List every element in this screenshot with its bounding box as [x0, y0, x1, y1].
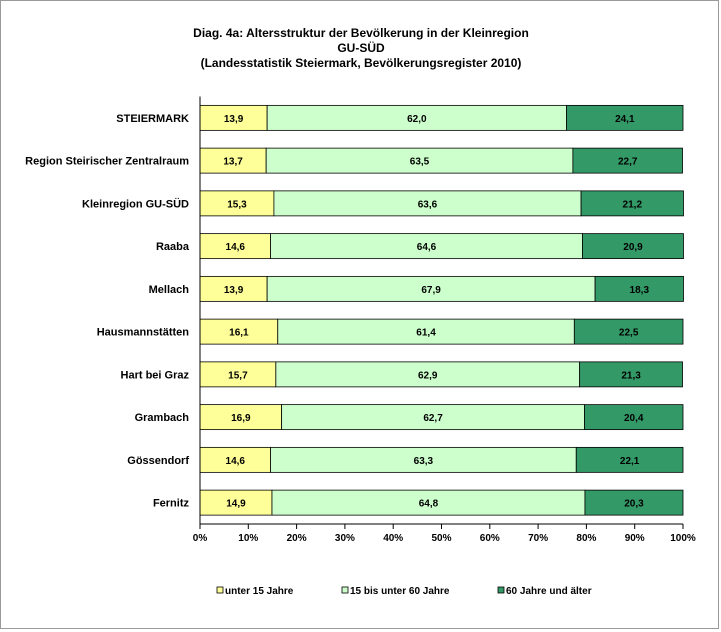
data-label-raaba-60-jahre-und-aelter: 20,9 — [623, 242, 643, 254]
data-label-kleinregion-gu-sued-60-jahre-und-aelter: 21,2 — [622, 199, 643, 211]
data-label-steiermark-unter-15-jahre: 13,9 — [223, 113, 244, 125]
x-tick-label-6: 60% — [479, 533, 500, 544]
data-label-kleinregion-gu-sued-15-bis-unter-60-jahre: 63,6 — [417, 199, 438, 211]
legend — [217, 586, 592, 597]
data-label-mellach-unter-15-jahre: 13,9 — [223, 284, 244, 296]
category-label-goessendorf: Gössendorf — [127, 454, 189, 467]
legend-swatch-60-jahre-und-aelter — [498, 587, 504, 593]
legend-label-60-jahre-und-aelter: 60 Jahre und älter — [506, 586, 592, 597]
data-label-region-steirischer-zentralraum-60-jahre-und-aelter: 22,7 — [617, 156, 638, 168]
data-label-hart-bei-graz-15-bis-unter-60-jahre: 62,9 — [418, 370, 438, 382]
x-tick-label-5: 50% — [431, 533, 452, 544]
plot-area — [25, 105, 683, 515]
chart-title — [193, 26, 529, 70]
category-label-grambach: Grambach — [134, 412, 189, 425]
chart — [1, 1, 721, 632]
x-tick-label-0: 0% — [192, 533, 208, 544]
data-label-hart-bei-graz-60-jahre-und-aelter: 21,3 — [621, 370, 641, 382]
data-label-grambach-unter-15-jahre: 16,9 — [231, 413, 251, 425]
data-label-hausmannstaetten-60-jahre-und-aelter: 22,5 — [618, 327, 639, 339]
category-label-hart-bei-graz: Hart bei Graz — [120, 369, 189, 382]
data-label-region-steirischer-zentralraum-unter-15-jahre: 13,7 — [223, 156, 243, 168]
data-label-mellach-15-bis-unter-60-jahre: 67,9 — [421, 284, 441, 296]
data-label-fernitz-60-jahre-und-aelter: 20,3 — [624, 498, 644, 510]
data-label-steiermark-15-bis-unter-60-jahre: 62,0 — [407, 113, 427, 125]
data-label-goessendorf-60-jahre-und-aelter: 22,1 — [619, 455, 640, 467]
data-label-kleinregion-gu-sued-unter-15-jahre: 15,3 — [227, 199, 247, 211]
category-label-raaba: Raaba — [155, 241, 189, 254]
data-label-hart-bei-graz-unter-15-jahre: 15,7 — [228, 370, 248, 382]
x-tick-label-4: 40% — [383, 533, 404, 544]
legend-swatch-15-bis-unter-60-jahre — [342, 587, 348, 593]
chart-title-line-2: GU-SÜD — [337, 41, 385, 55]
x-tick-label-10: 100% — [670, 533, 696, 544]
chart-title-line-1: Diag. 4a: Altersstruktur der Bevölkerung in der Kleinregion — [193, 26, 529, 40]
data-label-grambach-60-jahre-und-aelter: 20,4 — [623, 413, 644, 425]
x-tick-label-7: 70% — [528, 533, 549, 544]
data-label-mellach-60-jahre-und-aelter: 18,3 — [629, 284, 650, 296]
legend-label-15-bis-unter-60-jahre: 15 bis unter 60 Jahre — [350, 586, 450, 597]
data-label-region-steirischer-zentralraum-15-bis-unter-60-jahre: 63,5 — [409, 156, 430, 168]
x-tick-label-8: 80% — [576, 533, 597, 544]
data-label-hausmannstaetten-15-bis-unter-60-jahre: 61,4 — [416, 327, 436, 339]
category-label-hausmannstaetten: Hausmannstätten — [96, 326, 189, 339]
data-label-steiermark-60-jahre-und-aelter: 24,1 — [615, 113, 635, 125]
legend-swatch-unter-15-jahre — [217, 587, 223, 593]
category-label-steiermark: STEIERMARK — [116, 112, 189, 125]
data-label-hausmannstaetten-unter-15-jahre: 16,1 — [229, 327, 249, 339]
data-label-raaba-unter-15-jahre: 14,6 — [225, 242, 245, 254]
legend-label-unter-15-jahre: unter 15 Jahre — [225, 586, 294, 597]
category-label-mellach: Mellach — [148, 283, 189, 296]
x-tick-label-2: 20% — [286, 533, 307, 544]
chart-title-line-3: (Landesstatistik Steiermark, Bevölkerungsregister 2010) — [200, 56, 522, 70]
data-label-grambach-15-bis-unter-60-jahre: 62,7 — [423, 413, 443, 425]
category-label-region-steirischer-zentralraum: Region Steirischer Zentralraum — [25, 155, 189, 168]
data-label-goessendorf-15-bis-unter-60-jahre: 63,3 — [413, 455, 434, 467]
category-label-fernitz: Fernitz — [152, 497, 189, 510]
category-label-kleinregion-gu-sued: Kleinregion GU-SÜD — [82, 198, 189, 211]
x-tick-label-1: 10% — [238, 533, 259, 544]
data-label-raaba-15-bis-unter-60-jahre: 64,6 — [416, 242, 437, 254]
data-label-fernitz-15-bis-unter-60-jahre: 64,8 — [418, 498, 439, 510]
data-label-goessendorf-unter-15-jahre: 14,6 — [225, 455, 245, 467]
x-tick-label-3: 30% — [334, 533, 355, 544]
x-tick-label-9: 90% — [624, 533, 645, 544]
data-label-fernitz-unter-15-jahre: 14,9 — [226, 498, 246, 510]
